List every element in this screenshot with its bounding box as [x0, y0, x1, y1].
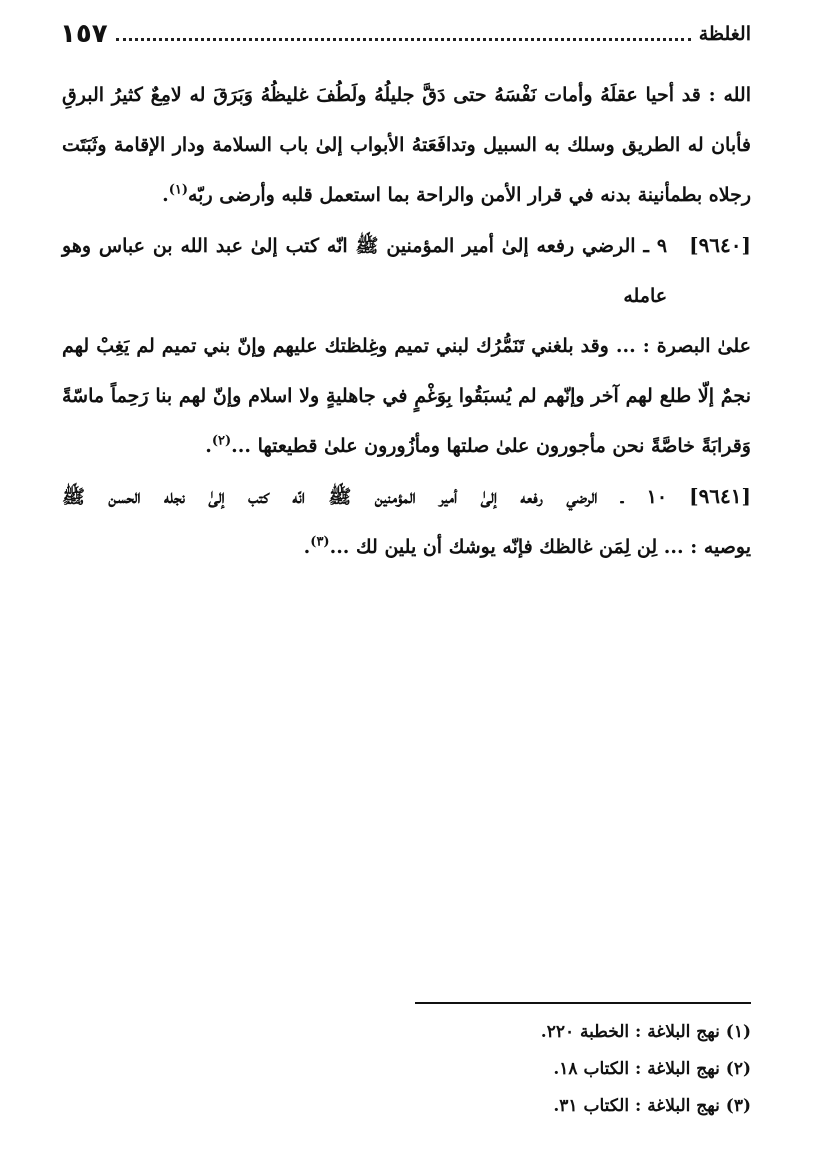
page-header: [60, 14, 751, 54]
footnote-divider: [415, 1002, 751, 1004]
footnote-ref-1: (١): [168, 182, 188, 198]
footnote-2: (٢) نهج البلاغة : الكتاب ١٨.: [553, 1059, 751, 1079]
hadith-entry-9641: [62, 471, 751, 572]
entry-body-text: علىٰ البصرة : ... وقد بلغني تَنَمُّرُك لبني تميم وغِلظتك عليهم وإنّ بني تميم لم يَغِبْ لهم نجمٌ إلّا طلع لهم آخر وإنّهم لم يُسبَقُوا بِوَغْمٍ في جاهليةٍ ولا اسلام وإنّ لهم بنا رَحِماً ماسّةً وَقرابَةً خاصَّةً نحن مأجورون علىٰ صلتها ومأزُورون علىٰ قطيعتها ...: [62, 335, 751, 457]
intro-end: .: [162, 184, 169, 206]
hadith-entry-9640: [62, 220, 751, 471]
footnote-ref-3: (٣): [310, 534, 330, 550]
entry-body-text: يوصيه : ... لِن لِمَن غالظك فإنّه يوشك أن يلين لك ...: [329, 536, 751, 558]
entry-number: [٩٦٤١]: [689, 484, 751, 508]
footnote-3: (٣) نهج البلاغة : الكتاب ٣١.: [553, 1096, 751, 1116]
page-number: ١٥٧: [60, 19, 108, 49]
footnote-1: (١) نهج البلاغة : الخطبة ٢٢٠.: [540, 1022, 751, 1042]
footnote-ref-2: (٢): [211, 433, 232, 449]
entry-heading: ١٠ ـ الرضي رفعه إلىٰ أمير المؤمنين ﷺ انّه كتب إلىٰ نجله الحسن ﷺ: [62, 486, 668, 508]
intro-text: الله : قد أحيا عقلَهُ وأمات نَفْسَهُ حتى دَقَّ جليلُهُ ولَطُفَ غليظُهُ وَبَرَقَ له لامِعٌ كثيرُ البرقِ فأبان له الطريق وسلك به السبيل وتدافَعَتهُ الأبواب إلىٰ باب السلامة ودار الإقامة وثَبَتَت رجلاه بطمأنينة بدنه في قرار الأمن والراحة بما استعمل قلبه وأرضى ربّه: [62, 84, 751, 206]
entry-number: [٩٦٤٠]: [689, 233, 751, 257]
entry-body: [62, 522, 751, 572]
leader-dots: [116, 38, 691, 41]
running-title: الغلظة: [698, 23, 751, 45]
main-text: [62, 70, 751, 572]
footnotes: [62, 1014, 751, 1125]
entry-heading: ٩ ـ الرضي رفعه إلىٰ أمير المؤمنين ﷺ انّه كتب إلىٰ عبد الله بن عباس وهو عامله: [62, 235, 668, 307]
entry-end: .: [303, 536, 311, 558]
intro-paragraph: [62, 70, 751, 220]
entry-body: [62, 321, 751, 471]
entry-end: .: [205, 435, 212, 457]
